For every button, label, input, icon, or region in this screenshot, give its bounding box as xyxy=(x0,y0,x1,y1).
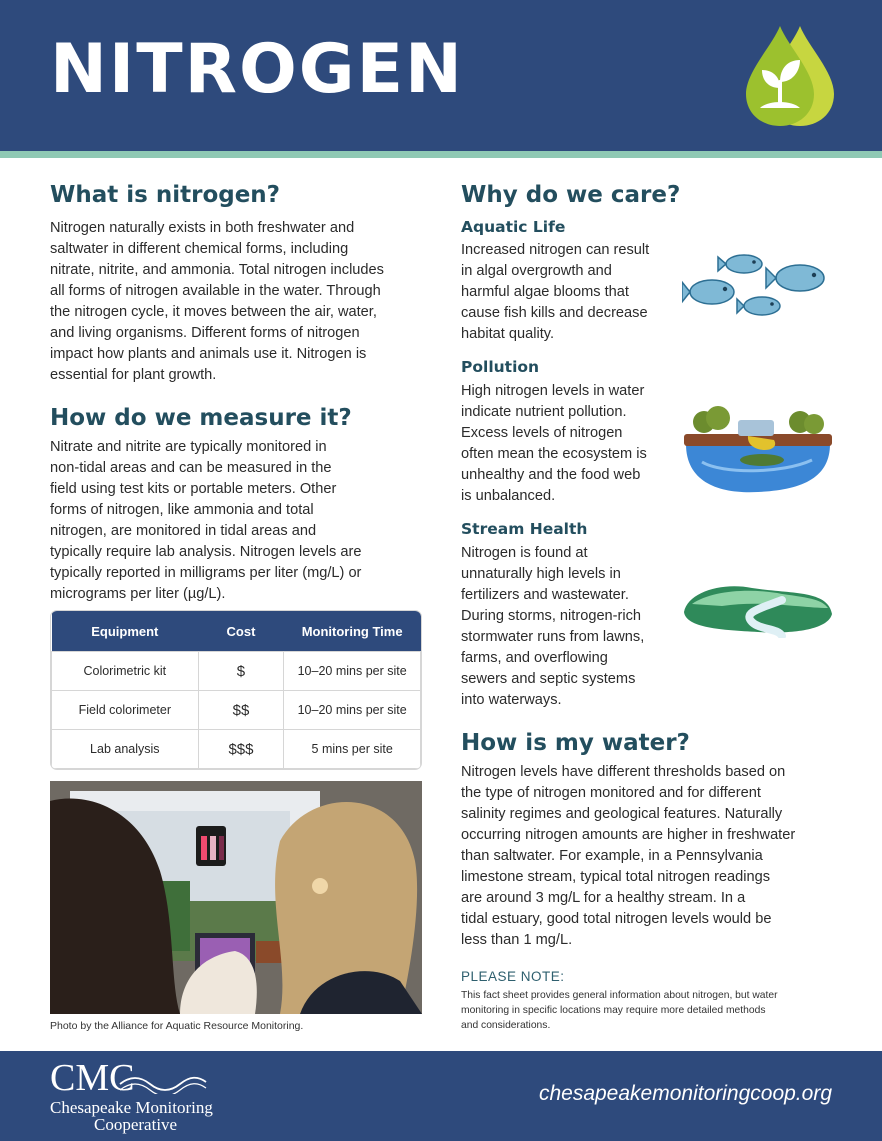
table-row xyxy=(52,652,421,691)
photo-caption: Photo by the Alliance for Aquatic Resource Monitoring. xyxy=(50,1020,304,1032)
table-cell-cost: $$ xyxy=(198,691,284,730)
note-heading: PLEASE NOTE: xyxy=(461,969,565,984)
measure-heading: How do we measure it? xyxy=(50,405,352,431)
table-row xyxy=(52,691,421,730)
what-paragraph: Nitrogen naturally exists in both freshwater and saltwater in different chemical forms, including nitrate, nitrite, and ammonia. Total nitrogen includes all forms of nitrogen available in the water. Through the nitrogen cycle, it moves between the air, water, and living organisms. Different forms of nitrogen impact how plants and animals use it. Nitrogen is essential for plant growth. xyxy=(50,220,384,383)
water-drop-sprout-icon xyxy=(738,22,838,132)
stream-health-paragraph: Nitrogen is found at unnaturally high levels in fertilizers and wastewater. During storms, nitrogen-rich stormwater runs from lawns, farms, and overflowing sewers and septic systems into waterways. xyxy=(461,545,645,708)
table-cell-equipment: Colorimetric kit xyxy=(52,652,199,691)
table-cell-cost: $ xyxy=(198,652,284,691)
measure-paragraph: Nitrate and nitrite are typically monitored in non-tidal areas and can be measured in the field using test kits or portable meters. Other forms of nitrogen, like ammonia and total nitrogen, are monitored in tidal areas and typically require lab analysis. Nitrogen levels are typically reported in milligrams per liter (mg/L) or micrograms per liter (µg/L). xyxy=(50,439,362,602)
stream-health-title: Stream Health xyxy=(461,520,588,538)
header-stripe xyxy=(0,151,882,158)
table-header-cost: Cost xyxy=(198,611,284,652)
fish-icon xyxy=(682,248,834,320)
footer-logo-line1: Chesapeake Monitoring xyxy=(50,1098,213,1117)
pollution-title: Pollution xyxy=(461,358,540,376)
monitoring-photo xyxy=(50,781,422,1014)
table-cell-time: 5 mins per site xyxy=(284,730,421,769)
footer-logo-abbr: CMC xyxy=(50,1057,135,1099)
table-header-row xyxy=(52,611,421,652)
table-header-equipment: Equipment xyxy=(52,611,199,652)
pollution-paragraph: High nitrogen levels in water indicate nutrient pollution. Excess levels of nitrogen often mean the ecosystem is unhealthy and the food web is unbalanced. xyxy=(461,383,647,504)
note-text: This fact sheet provides general information about nitrogen, but water monitoring in specific locations may require more detailed methods and considerations. xyxy=(461,990,778,1031)
equipment-table xyxy=(51,611,421,769)
what-heading: What is nitrogen? xyxy=(50,182,281,208)
water-paragraph: Nitrogen levels have different thresholds based on the type of nitrogen monitored and for different salinity regimes and geological features. Naturally occurring nitrogen amounts are higher in freshwater than saltwater. For example, in a Pennsylvania limestone stream, typical total nitrogen readings are around 3 mg/L for a healthy stream. In a tidal estuary, good total nitrogen levels would be less than 1 mg/L. xyxy=(461,764,796,948)
wave-icon xyxy=(118,1070,208,1094)
aquatic-life-paragraph: Increased nitrogen can result in algal overgrowth and harmful algae blooms that cause fish kills and decrease habitat quality. xyxy=(461,242,650,342)
table-row xyxy=(52,730,421,769)
aquatic-life-title: Aquatic Life xyxy=(461,218,566,236)
footer-website-link[interactable]: chesapeakemonitoringcoop.org xyxy=(538,1082,832,1105)
stream-landscape-icon xyxy=(682,578,834,638)
table-cell-cost: $$$ xyxy=(198,730,284,769)
table-cell-equipment: Field colorimeter xyxy=(52,691,199,730)
table-header-time: Monitoring Time xyxy=(284,611,421,652)
table-cell-time: 10–20 mins per site xyxy=(284,691,421,730)
water-heading: How is my water? xyxy=(461,730,690,756)
table-cell-equipment: Lab analysis xyxy=(52,730,199,769)
page-title: NITROGEN xyxy=(50,30,464,109)
table-cell-time: 10–20 mins per site xyxy=(284,652,421,691)
care-heading: Why do we care? xyxy=(461,182,681,208)
polluted-pond-icon xyxy=(682,404,834,496)
footer-logo-line2: Cooperative xyxy=(94,1115,178,1134)
